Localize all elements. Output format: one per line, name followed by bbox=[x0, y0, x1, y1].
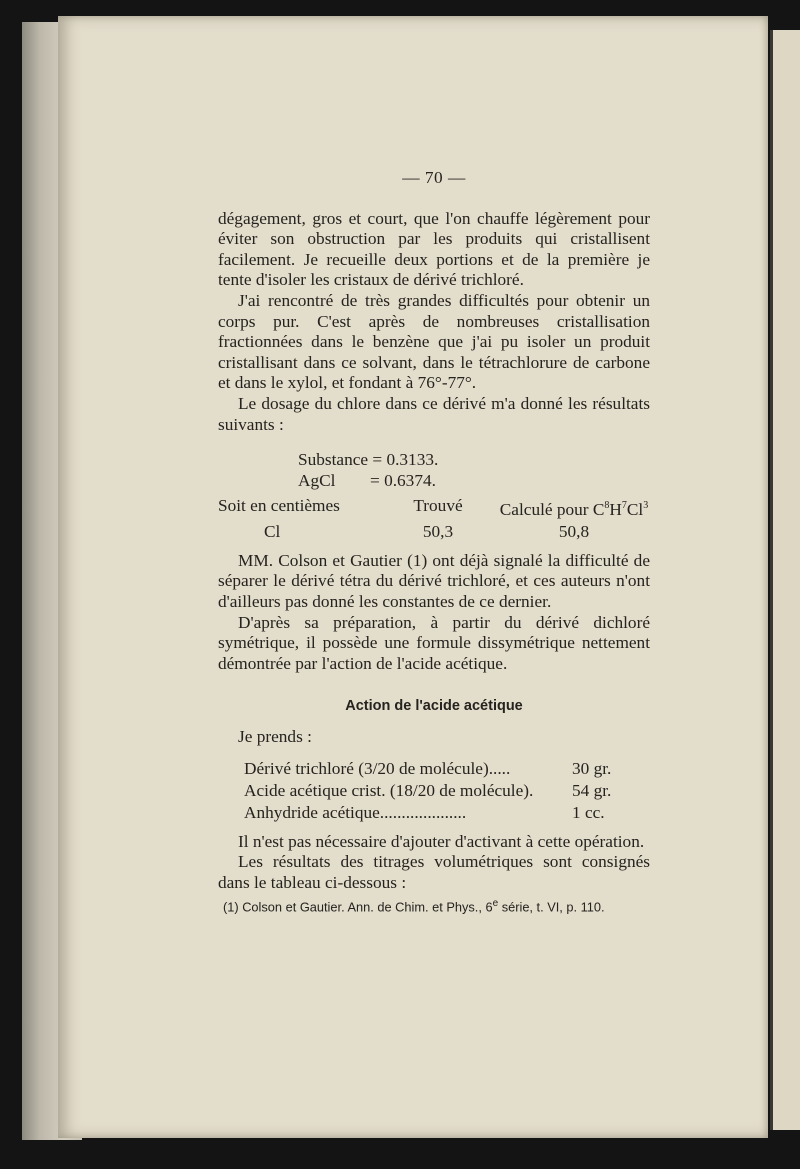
next-page-edge bbox=[770, 30, 800, 1130]
measures-block bbox=[298, 449, 650, 491]
reagent-item bbox=[244, 802, 626, 824]
reagent-item bbox=[244, 780, 626, 802]
reagent-name: Dérivé trichloré (3/20 de molécule)..... bbox=[244, 758, 511, 778]
paragraph: D'après sa préparation, à partir du dérivé dichloré symétrique, il possède une formule dissymétrique nettement démontrée par l'action de l'acide acétique. bbox=[218, 612, 650, 673]
section-title: Action de l'acide acétique bbox=[345, 698, 523, 715]
results-label: Soit en centièmes bbox=[218, 496, 340, 516]
reagent-qty: 1 cc. bbox=[572, 802, 605, 822]
found-value: 50,3 bbox=[422, 521, 454, 541]
reagent-name: Anhydride acétique.................... bbox=[244, 802, 467, 822]
paragraph: Je prends : bbox=[238, 727, 312, 747]
reagent-item bbox=[244, 758, 626, 780]
results-table bbox=[218, 495, 650, 543]
calc-value: 50,8 bbox=[558, 521, 590, 541]
reagent-name: Acide acétique crist. (18/20 de molécule). bbox=[244, 780, 534, 800]
calc-header: Calculé pour $C^8H^7Cl^3$ bbox=[499, 499, 649, 519]
measure-substance: Substance = 0.3133. bbox=[298, 450, 439, 470]
reagent-list bbox=[244, 758, 626, 824]
paragraph: J'ai rencontré de très grandes difficultés pour obtenir un corps pur. C'est après de nombreuses cristallisation fractionnées dans le benzène que j'ai pu isoler un produit cristallisant dans ce solvant, dans le tétrachlorure de carbone et dans le xylol, et fondant à 76°-77°. bbox=[218, 290, 650, 393]
found-header: Trouvé bbox=[413, 496, 463, 516]
page-number: — 70 — bbox=[402, 168, 466, 187]
reagent-qty: 54 gr. bbox=[572, 780, 612, 800]
reagent-qty: 30 gr. bbox=[572, 758, 612, 778]
paragraph: dégagement, gros et court, que l'on chauffe légèrement pour éviter son obstruction par les produits qui cristallisent facilement. Je recueille deux portions et de la première je tente d'isoler les cristaux de dérivé trichloré. bbox=[218, 208, 650, 290]
element-label: Cl bbox=[264, 521, 281, 541]
paragraph: Il n'est pas nécessaire d'ajouter d'activant à cette opération. bbox=[238, 831, 645, 851]
footnote: (1) Colson et Gautier. Ann. de Chim. et Phys., 6e série, t. VI, p. 110. bbox=[223, 898, 605, 915]
measure-agcl: AgCl = 0.6374. bbox=[298, 471, 436, 491]
page-text bbox=[218, 168, 650, 893]
paragraph: Le dosage du chlore dans ce dérivé m'a donné les résultats suivants : bbox=[218, 393, 650, 434]
paragraph: MM. Colson et Gautier (1) ont déjà signalé la difficulté de séparer le dérivé tétra du dérivé trichloré, et ces auteurs n'ont d'ailleurs pas donné les constantes de ce dernier. bbox=[218, 550, 650, 612]
paragraph: Les résultats des titrages volumétriques sont consignés dans le tableau ci-dessous : bbox=[218, 852, 650, 892]
